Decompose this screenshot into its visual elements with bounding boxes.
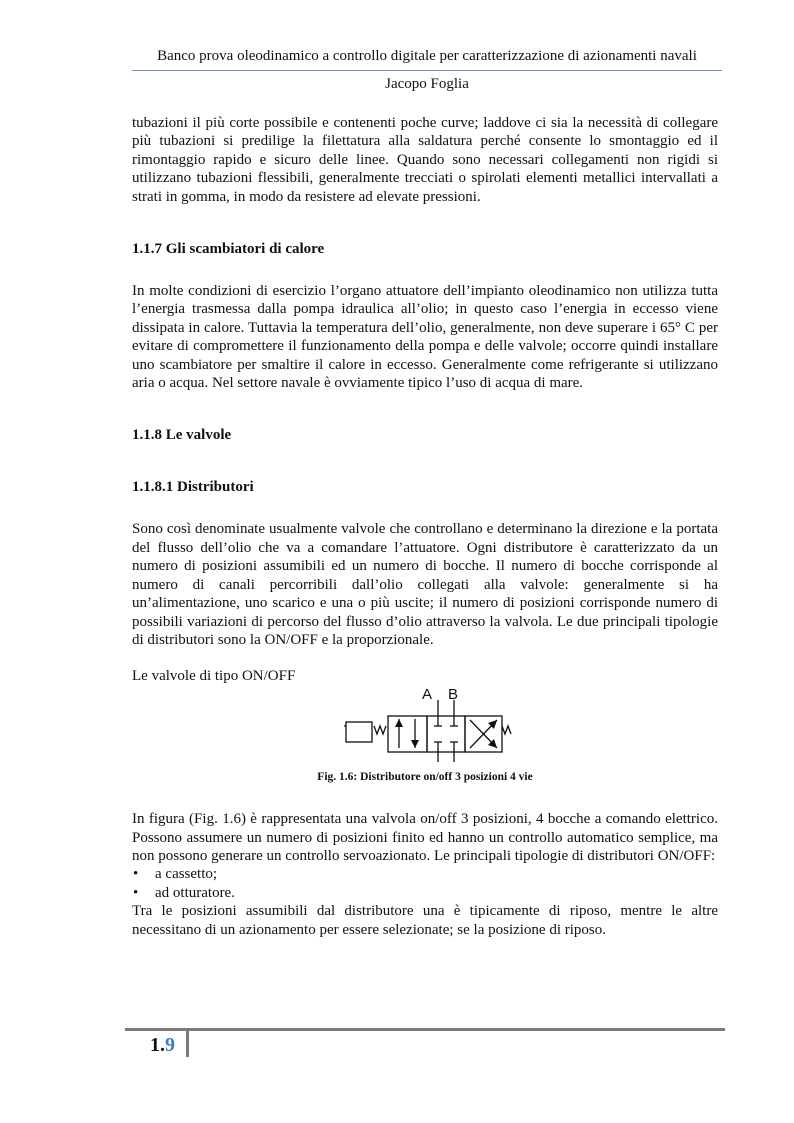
section-heading-1-1-8-1: 1.1.8.1 Distributori xyxy=(132,479,254,496)
valve-position-center xyxy=(427,716,465,752)
running-header-title: Banco prova oleodinamico a controllo digitale per caratterizzazione di azionamenti navali xyxy=(157,48,697,64)
port-a-label: A xyxy=(422,685,433,703)
paragraph-heat-exchangers: In molte condizioni di esercizio l’organo attuatore dell’impianto oleodinamico non utilizza tutta l’energia trasmessa dalla pompa idraulica all’olio; in questo caso l’energia in eccesso viene dissipata in calore. Tuttavia la temperatura dell’olio, generalmente, non deve superare i 65° C per evitare di compromettere il funzionamento della pompa e delle valvole; occorre quindi installare uno scambiatore per smaltire il calore in eccesso. Generalmente come refrigerante si utilizzano aria o acqua. Nel settore navale è ovviamente tipico l’uso di acqua di mare. xyxy=(132,283,718,392)
paragraph-rest-position: Tra le posizioni assumibili dal distributore una è tipicamente di riposo, mentre le altre necessitano di un azionamento per essere selezionate; se la posizione di riposo. xyxy=(132,903,718,938)
paragraph-onoff-intro: Le valvole di tipo ON/OFF xyxy=(132,668,296,685)
section-heading-1-1-7: 1.1.7 Gli scambiatori di calore xyxy=(132,241,325,258)
valve-symbol-figure xyxy=(344,686,514,764)
page-body xyxy=(132,114,718,939)
paragraph-figure-description: In figura (Fig. 1.6) è rappresentata una valvola on/off 3 posizioni, 4 bocche a comando elettrico. Possono assumere un numero di posizioni finito ed hanno un controllo automatico semplice, ma non possono generare un controllo servoazionato. Le principali tipologie di distributori ON/OFF: xyxy=(132,811,718,864)
section-heading-1-1-8: 1.1.8 Le valvole xyxy=(132,427,232,444)
figure-caption: Fig. 1.6: Distributore on/off 3 posizioni 4 vie xyxy=(317,770,533,783)
page-number-prefix: 1. xyxy=(150,1034,165,1056)
paragraph-intro: tubazioni il più corte possibile e contenenti poche curve; laddove ci sia la necessità di collegare più tubazioni si predilige la filettatura alla saldatura perché consente lo smontaggio ed il rimontaggio rapido e sicuro delle linee. Quando sono necessari collegamenti non rigidi si utilizzano tubazioni flessibili, generalmente trecciati o spirolati elementi metallici intervallati a strati in gomma, in modo da resistere ad elevate pressioni. xyxy=(132,115,718,205)
page-number-suffix: 9 xyxy=(165,1034,175,1056)
left-solenoid-box xyxy=(346,722,372,742)
header-divider xyxy=(132,70,722,71)
distributor-types-list xyxy=(132,865,718,902)
running-header-author: Jacopo Foglia xyxy=(385,76,469,92)
list-item: • a cassetto; xyxy=(132,865,718,883)
valve-position-left xyxy=(388,716,427,752)
paragraph-distributors: Sono così denominate usualmente valvole che controllano e determinano la direzione e la portata del flusso dell’olio che va a comandare l’attuatore. Ogni distributore è caratterizzato da un numero di posizioni assumibili ed un numero di bocche. Il numero di bocche corrisponde al numero di canali percorribili dall’olio collegati alla valvole: generalmente si ha un’alimentazione, uno scarico e una o più uscite; il numero di posizioni corrisponde numero di possibili variazioni di percorso del flusso d’olio attraverso la valvola. Le due principali tipologie di distributori sono la ON/OFF e la proporzionale. xyxy=(132,521,718,648)
left-spring xyxy=(374,726,386,734)
footer-vertical-bar xyxy=(186,1031,189,1057)
page-number xyxy=(150,1034,175,1057)
footer-divider xyxy=(125,1028,725,1031)
port-b-label: B xyxy=(448,685,459,703)
list-item: • ad otturatore. xyxy=(132,884,718,902)
directional-valve-diagram xyxy=(344,686,514,764)
